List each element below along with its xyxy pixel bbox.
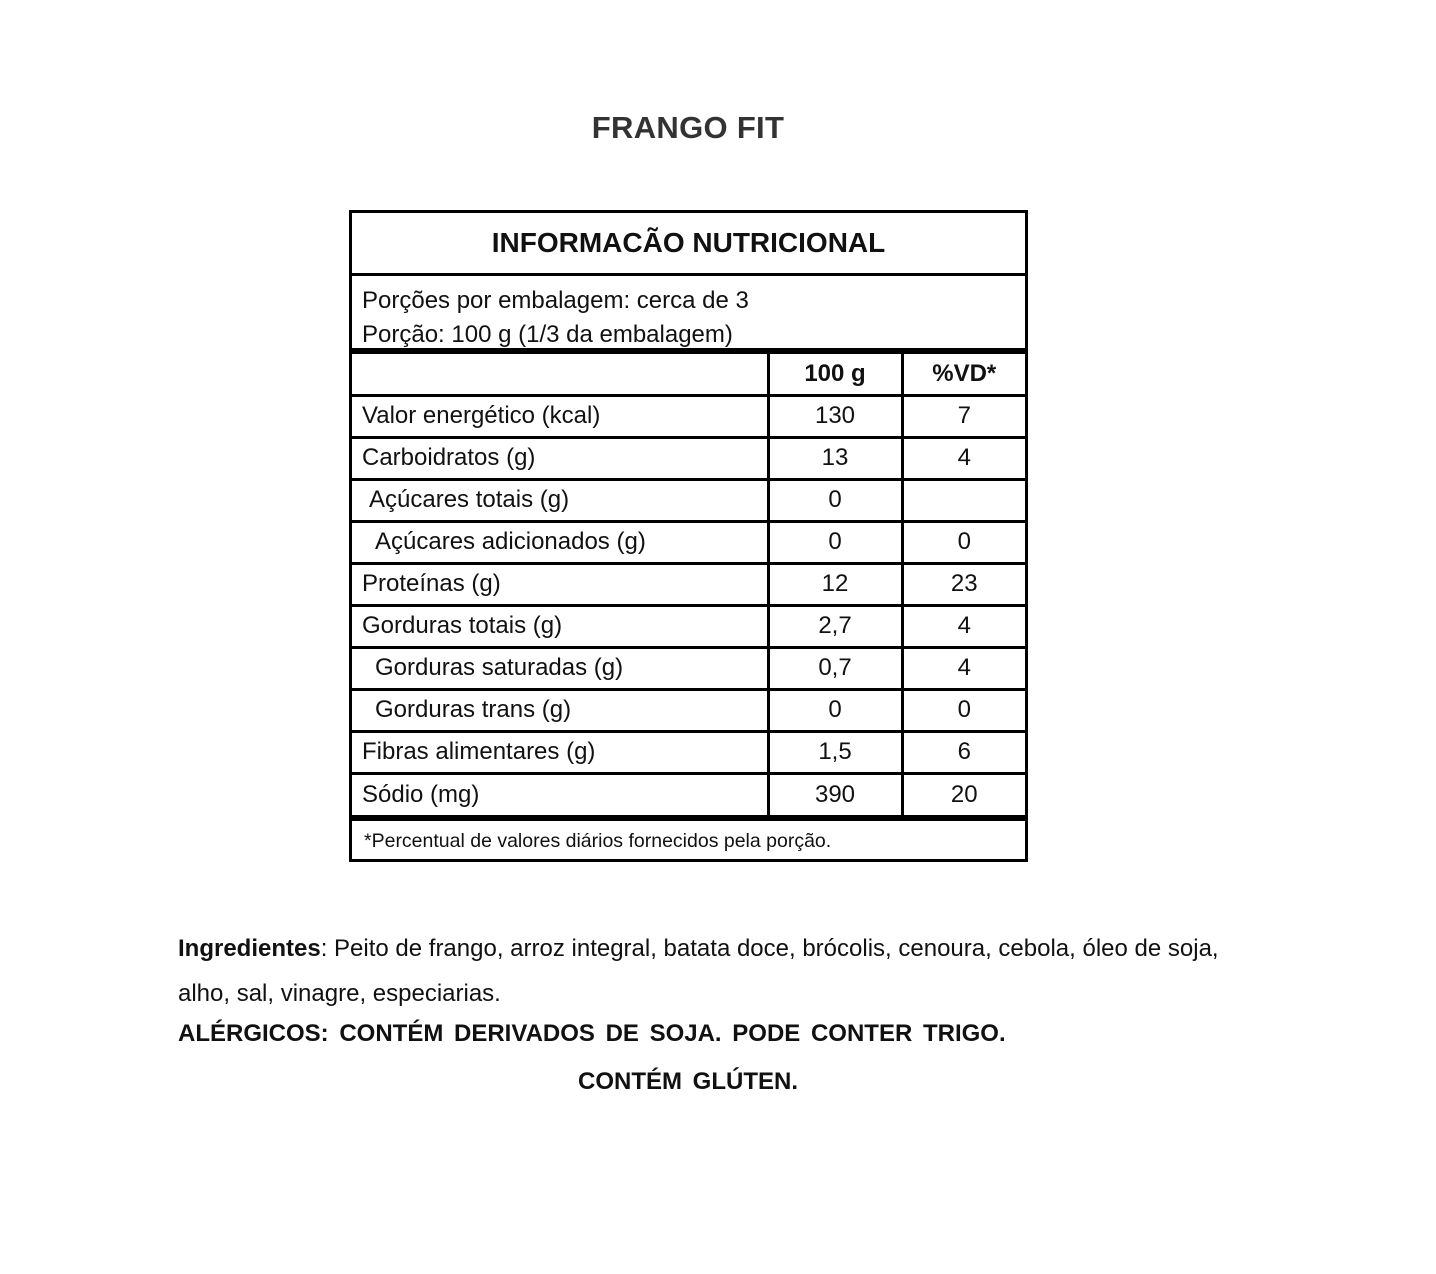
ingredients-text: : Peito de frango, arroz integral, batata doce, brócolis, cenoura, cebola, óleo de soja, alho, sal, vinagre, especiarias. [178,935,1219,1007]
table-row [352,395,1025,437]
nutrient-name: Proteínas (g) [352,563,768,605]
nutrition-heading: INFORMACÃO NUTRICIONAL [352,213,1025,276]
nutrient-daily-value: 4 [902,647,1025,689]
ingredients-label: Ingredientes [178,935,321,962]
table-row [352,437,1025,479]
nutrient-daily-value: 23 [902,563,1025,605]
nutrient-daily-value: 7 [902,395,1025,437]
allergen-warning: ALÉRGICOS: CONTÉM DERIVADOS DE SOJA. PODE CONTER TRIGO. [178,1020,1006,1047]
nutrient-daily-value: 4 [902,605,1025,647]
nutrient-name: Açúcares totais (g) [352,479,768,521]
nutrient-name: Carboidratos (g) [352,437,768,479]
serving-size: Porção: 100 g (1/3 da embalagem) [362,321,733,348]
gluten-warning: CONTÉM GLÚTEN. [578,1068,798,1095]
nutrient-name: Gorduras trans (g) [352,689,768,731]
nutrient-daily-value: 4 [902,437,1025,479]
nutrient-amount: 13 [768,437,902,479]
nutrient-name: Açúcares adicionados (g) [352,521,768,563]
nutrient-name: Gorduras saturadas (g) [352,647,768,689]
nutrient-amount: 130 [768,395,902,437]
ingredients-paragraph [178,926,1238,1016]
table-row [352,605,1025,647]
portion-info [352,276,1025,354]
header-daily-value: %VD* [902,354,1025,395]
nutrient-daily-value: 6 [902,731,1025,773]
header-nutrient [352,354,768,395]
nutrient-name: Valor energético (kcal) [352,395,768,437]
nutrient-amount: 390 [768,773,902,815]
nutrient-daily-value: 20 [902,773,1025,815]
table-row [352,731,1025,773]
nutrient-amount: 2,7 [768,605,902,647]
nutrition-facts-panel [349,210,1028,862]
nutrient-amount: 0 [768,479,902,521]
nutrient-amount: 1,5 [768,731,902,773]
table-row [352,521,1025,563]
nutrient-daily-value: 0 [902,521,1025,563]
table-row [352,563,1025,605]
product-title: FRANGO FIT [591,110,785,145]
nutrient-amount: 0,7 [768,647,902,689]
table-row [352,479,1025,521]
nutrition-table [352,354,1025,815]
table-header-row [352,354,1025,395]
table-row [352,773,1025,815]
table-row [352,689,1025,731]
nutrient-amount: 12 [768,563,902,605]
nutrient-amount: 0 [768,689,902,731]
nutrient-amount: 0 [768,521,902,563]
table-row [352,647,1025,689]
servings-per-package: Porções por embalagem: cerca de 3 [362,287,749,314]
daily-value-footnote: *Percentual de valores diários fornecidos pela porção. [352,815,1025,859]
nutrient-name: Fibras alimentares (g) [352,731,768,773]
header-amount: 100 g [768,354,902,395]
nutrient-daily-value [902,479,1025,521]
nutrient-daily-value: 0 [902,689,1025,731]
nutrient-name: Sódio (mg) [352,773,768,815]
nutrient-name: Gorduras totais (g) [352,605,768,647]
